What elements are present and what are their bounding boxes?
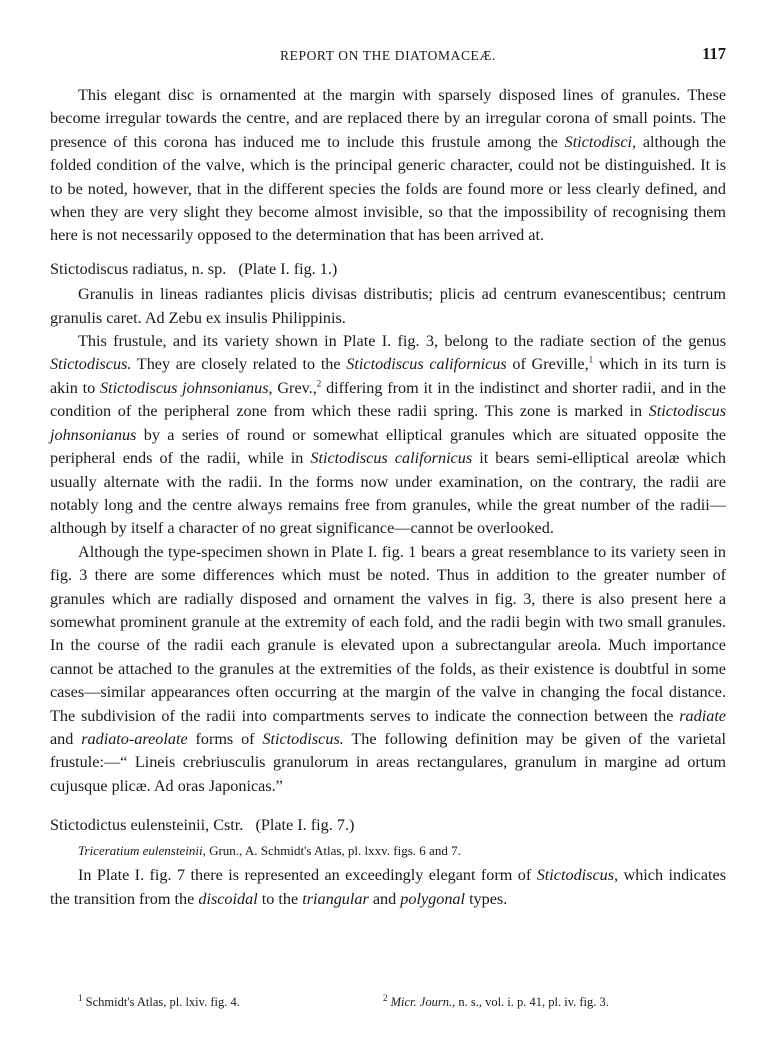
text-run: The following definition may be given of the varietal frustule:—“ Lineis crebriusculis granulorum in areas rectangulares, granulum in margine ad ortum cujusque plicæ. Ad oras Japonicas.” — [50, 729, 727, 795]
text-run: Although the type-specimen shown in Plate I. fig. 1 bears a great resemblance to its variety seen in fig. 3 there are some differences which must be noted. Thus in addition to the greater number of granules which are radially disposed and ornament the valves in fig. 3, there is also present here a somewhat prominent granule at the extremity of each fold, and the radii begin with two small granules. In the course of the radii each granule is elevated upon a subrectangular areola. Much importance cannot be attached to the granules at the extremities of the folds, as their existence is doubtful in some cases—similar appearances often occurring at the margin of the valve in changing the focal distance. The subdivision of the radii into compartments serves to indicate the connection between the — [50, 542, 726, 725]
text-run: and — [368, 889, 401, 908]
footnotes — [78, 992, 718, 1017]
text-run: This frustule, and its variety shown in Plate I. fig. 3, belong to the radiate section of the genus — [78, 332, 726, 351]
italic-run: triangular — [302, 889, 369, 908]
plate-reference: (Plate I. fig. 7.) — [255, 816, 355, 835]
paragraph-type-specimen — [50, 541, 726, 798]
species-heading-eulensteinii — [50, 814, 726, 837]
footnote-ref: 2 — [316, 378, 322, 389]
text-run: forms of — [187, 729, 263, 748]
text-run: Grev., — [272, 378, 317, 397]
italic-run: Stictodisci, — [564, 132, 637, 151]
italic-run: Stictodiscus johnsonianus — [50, 402, 726, 444]
species-name: Stictodictus eulensteinii, Cstr. — [50, 816, 244, 835]
text-run: by a series of round or somewhat elliptical granules which are situated opposite the peripheral ends of the radii, while in — [50, 425, 726, 468]
footnote-mark: 1 — [78, 992, 83, 1003]
italic-run: Stictodiscus californicus — [346, 355, 507, 374]
italic-run: discoidal — [198, 889, 258, 908]
italic-run: Stictodiscus johnsonianus, — [100, 378, 273, 397]
italic-run: polygonal — [400, 889, 466, 908]
text-run: Grun., A. Schmidt's Atlas, pl. lxxv. figs. 6 and 7. — [205, 842, 461, 858]
species-heading-radiatus — [50, 258, 726, 281]
text-run: which in its turn is akin to — [50, 355, 726, 397]
italic-run: Stictodiscus californicus — [310, 449, 473, 468]
footnote-mark: 2 — [383, 992, 388, 1003]
footnote-ref: 1 — [588, 355, 594, 366]
page-header — [50, 44, 726, 68]
text-run: although the folded condition of the valve, which is the principal generic character, could not be distinguished. It is to be noted, however, that in the different species the folds are found more or less clearly defined, and when they are very slight they become almost invisible, so that the impossibility of recognising them here is not necessarily opposed to the determination that has been arrived at. — [50, 132, 726, 245]
italic-run: Triceratium eulensteinii, — [78, 842, 206, 858]
species-name: Stictodiscus radiatus, n. sp. — [50, 259, 227, 278]
text-run: This elegant disc is ornamented at the margin with sparsely disposed lines of granules. These become irregular towards the centre, and are replaced there by an irregular corona of small points. The presence of this corona has induced me to include this frustule among the — [50, 86, 726, 151]
footnote-text: n. s., vol. i. p. 41, pl. iv. fig. 3. — [455, 995, 609, 1009]
footnote-text: Schmidt's Atlas, pl. lxiv. fig. 4. — [82, 995, 240, 1009]
paragraph-transition — [50, 863, 726, 911]
text-run: which indicates the transition from the — [50, 865, 727, 908]
text-run: differing from it in the indistinct and shorter radii, and in the condition of the peripheral zone from which these radii spring. This zone is marked in — [50, 378, 726, 421]
text-run: In Plate I. fig. 7 there is represented an exceedingly elegant form of — [78, 865, 537, 884]
italic-run: Stictodiscus. — [262, 729, 344, 748]
text-run: to the — [257, 889, 303, 908]
text-run: of Greville, — [506, 355, 589, 374]
paragraph-radiate-section — [50, 330, 726, 541]
page-number: 117 — [702, 44, 726, 63]
running-head: REPORT ON THE DIATOMACEÆ. — [280, 48, 496, 63]
italic-run: radiate — [679, 706, 726, 725]
text-run: and — [50, 729, 82, 748]
italic-run: radiato-areolate — [81, 729, 188, 748]
text-run: types. — [465, 889, 508, 908]
synonym-line — [50, 841, 726, 861]
text-run: it bears semi-elliptical areolæ which usually alternate with the radii. In the forms now under examination, on the contrary, the radii are notably long and the centre always remains free from granules, while the great number of the radii—although by itself a character of no great significance—cannot be overlooked. — [50, 449, 727, 538]
text-run: They are closely related to the — [131, 355, 347, 374]
italic-run: Stictodiscus. — [50, 355, 132, 374]
latin-diagnosis: Granulis in lineas radiantes plicis divisas distributis; plicis ad centrum evanescentibus; centrum granulis caret. Ad Zebu ex insulis Philippinis. — [50, 285, 726, 327]
footnote-1 — [78, 992, 240, 1010]
italic-run: Micr. Journ., — [387, 995, 456, 1009]
body-text — [50, 84, 726, 911]
italic-run: Stictodiscus, — [536, 865, 619, 884]
plate-reference: (Plate I. fig. 1.) — [238, 259, 338, 278]
footnote-2 — [383, 992, 609, 1010]
paragraph-disc-description — [50, 84, 726, 248]
